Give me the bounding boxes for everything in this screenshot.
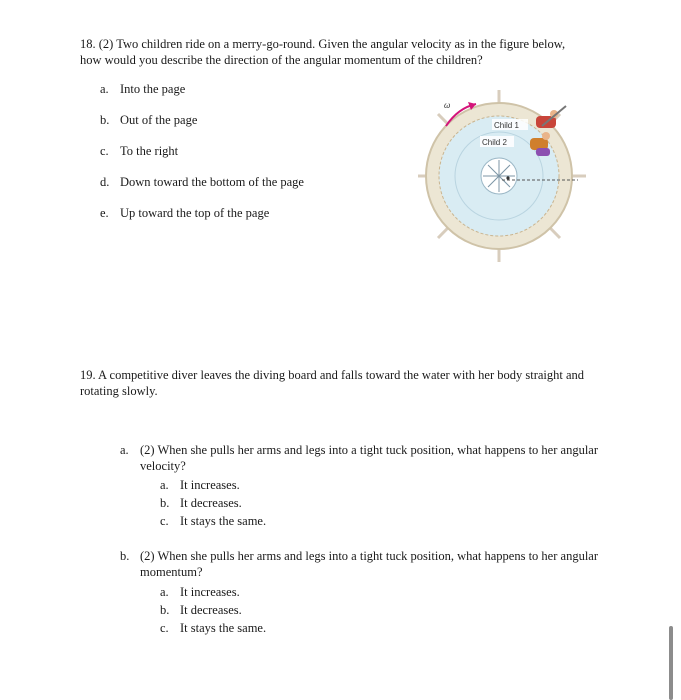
option-label: b. — [160, 496, 170, 510]
option-label: a. — [100, 82, 109, 96]
option-text: Up toward the top of the page — [120, 206, 270, 220]
q18-option-c[interactable] — [100, 143, 178, 159]
child-1-figure — [536, 106, 566, 128]
q19-part-a — [120, 442, 600, 474]
q19-part-b — [120, 548, 600, 580]
q19-part-a-option-b[interactable] — [160, 495, 242, 511]
option-text: It increases. — [180, 585, 240, 599]
child-2-label: Child 2 — [482, 138, 507, 147]
q18-option-a[interactable] — [100, 81, 185, 97]
option-label: d. — [100, 175, 110, 189]
scrollbar-thumb[interactable] — [669, 626, 673, 700]
question-18-stem: 18. (2) Two children ride on a merry-go-round. Given the angular velocity as in the figure below, how would you describe the direction of the angular momentum of the children? — [80, 37, 566, 67]
option-text: Into the page — [120, 82, 186, 96]
option-label: a. — [160, 585, 169, 599]
option-label: b. — [100, 113, 110, 127]
part-label: b. — [120, 549, 130, 563]
option-label: c. — [160, 514, 169, 528]
child-1-label: Child 1 — [494, 121, 519, 130]
option-text: It decreases. — [180, 496, 242, 510]
axis-point — [506, 176, 509, 179]
part-label: a. — [120, 443, 129, 457]
option-label: c. — [100, 144, 109, 158]
question-19-stem: 19. A competitive diver leaves the diving board and falls toward the water with her body straight and rotating slowly. — [80, 368, 585, 398]
option-label: c. — [160, 621, 169, 635]
q18-option-d[interactable] — [100, 174, 304, 190]
option-text: It decreases. — [180, 603, 242, 617]
q19-part-a-option-a[interactable] — [160, 477, 240, 493]
q19-part-a-option-c[interactable] — [160, 513, 266, 529]
option-label: e. — [100, 206, 109, 220]
q18-option-b[interactable] — [100, 112, 197, 128]
option-text: It stays the same. — [180, 621, 267, 635]
part-text: (2) When she pulls her arms and legs into a tight tuck position, what happens to her angular velocity? — [140, 443, 599, 473]
q19-part-b-option-a[interactable] — [160, 584, 240, 600]
option-label: a. — [160, 478, 169, 492]
q19-part-b-option-b[interactable] — [160, 602, 242, 618]
merry-go-round-figure — [418, 86, 590, 264]
omega-label: ω — [444, 101, 451, 110]
part-text: (2) When she pulls her arms and legs into a tight tuck position, what happens to her angular momentum? — [140, 549, 599, 579]
option-text: Out of the page — [120, 113, 198, 127]
q18-option-e[interactable] — [100, 205, 269, 221]
option-label: b. — [160, 603, 170, 617]
q19-part-b-option-c[interactable] — [160, 620, 266, 636]
option-text: It stays the same. — [180, 514, 267, 528]
option-text: To the right — [120, 144, 179, 158]
option-text: Down toward the bottom of the page — [120, 175, 304, 189]
option-text: It increases. — [180, 478, 240, 492]
